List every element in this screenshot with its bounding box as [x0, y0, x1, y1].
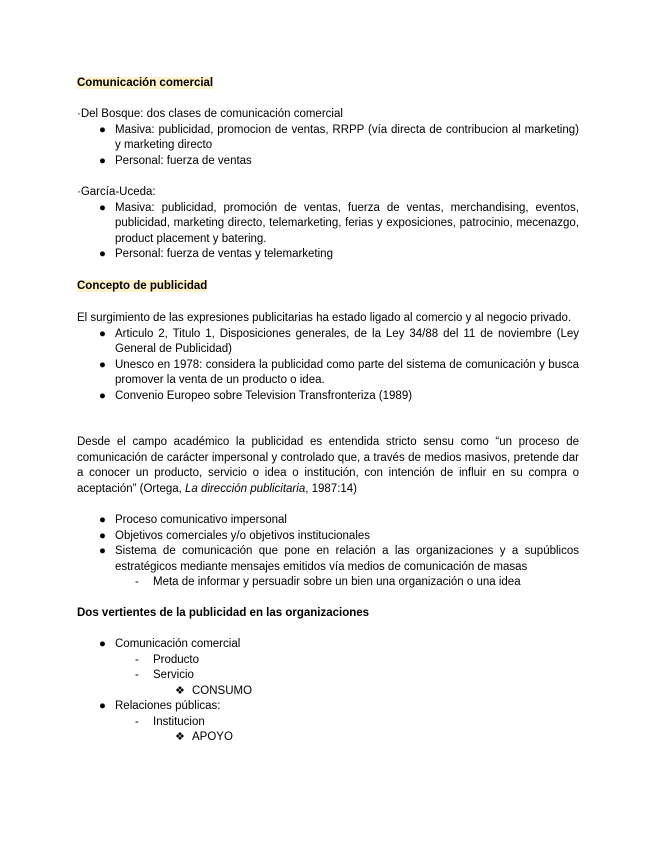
vertientes-tree [77, 637, 579, 746]
features-list [77, 513, 579, 591]
list-item: ● Articulo 2, Titulo 1, Disposiciones generales, de la Ley 34/88 del 11 de noviembre (Ley General de Publicidad) [99, 327, 579, 355]
sub-sub-list-item: ❖ CONSUMO [77, 684, 579, 700]
delbosque-block [77, 107, 579, 169]
section-title-dos-vertientes: Dos vertientes de la publicidad en las organizaciones [77, 607, 370, 619]
delbosque-list [77, 123, 579, 170]
bullet-icon: ● [99, 529, 106, 542]
bullet-icon: ● [99, 201, 106, 214]
bullet-icon: ● [99, 358, 106, 371]
delbosque-intro: ·Del Bosque: dos clases de comunicación comercial [77, 108, 343, 120]
list-item: ● Objetivos comerciales y/o objetivos institucionales [77, 529, 579, 545]
bullet-icon: ● [99, 327, 106, 340]
book-title: La dirección publicitaria [185, 482, 306, 495]
dash-icon: - [135, 669, 139, 681]
list-item: ● Masiva: publicidad, promocion de ventas, RRPP (vía directa de contribucion al marketing) y marketing directo [99, 123, 579, 151]
dash-icon: - [135, 576, 139, 588]
list-item: ● Personal: fuerza de ventas y telemarketing [77, 247, 579, 263]
concepto-block [77, 311, 579, 404]
sub-sub-list-item: ❖ APOYO [77, 730, 579, 746]
list-item: ● Sistema de comunicación que pone en relación a las organizaciones y a supúblicos estratégicos mediante mensajes emitidos vía medios de comunicación de masas [99, 545, 579, 573]
list-item: ● Unesco en 1978: considera la publicidad como parte del sistema de comunicación y busca promover la venta de un producto o idea. [99, 358, 579, 386]
section-title-comunicacion-comercial: Comunicación comercial [77, 77, 214, 89]
bullet-icon: ● [99, 700, 106, 712]
garcia-list [77, 201, 579, 263]
list-item: ● Convenio Europeo sobre Television Transfronteriza (1989) [77, 389, 579, 405]
sub-list-item: - Institucion [77, 715, 579, 731]
concepto-list [77, 327, 579, 405]
bullet-icon: ● [99, 514, 106, 526]
concepto-intro: El surgimiento de las expresiones publicitarias ha estado ligado al comercio y al negocio privado. [77, 312, 572, 324]
list-item: ● Proceso comunicativo impersonal [77, 513, 579, 529]
bullet-icon: ● [99, 638, 106, 650]
list-item: ● Masiva: publicidad, promoción de ventas, fuerza de ventas, merchandising, eventos, publicidad, marketing directo, telemarketing, ferias y exposiciones, patrocinio, mecenazgo, product placement y batering. [99, 201, 579, 245]
bullet-icon: ● [99, 123, 106, 136]
list-item: ● Relaciones públicas: [77, 699, 579, 715]
dash-icon: - [135, 653, 139, 666]
bullet-icon: ● [99, 389, 106, 402]
section-title-concepto-publicidad: Concepto de publicidad [77, 280, 208, 292]
diamond-bullet-icon: ❖ [175, 684, 185, 697]
bullet-icon: ● [99, 545, 106, 557]
list-item: ● Personal: fuerza de ventas [77, 154, 579, 170]
vertientes-list [77, 637, 579, 746]
definicion-paragraph: Desde el campo académico la publicidad es entendida stricto sensu como “un proceso de comunicación de carácter impersonal y controlado que, a través de medios masivos, pretende dar a conocer un producto, servicio o idea o institución, con intención de influir en su compra o aceptación” (Ortega, La dirección publicitaria, 1987:14) [77, 436, 579, 495]
features-block [77, 513, 579, 591]
sub-list-item: - Meta de informar y persuadir sobre un bien una organización o una idea [77, 575, 579, 591]
sub-list-item: - Servicio [77, 668, 579, 684]
garcia-intro: ·García-Uceda: [77, 186, 156, 198]
diamond-bullet-icon: ❖ [175, 731, 185, 743]
dash-icon: - [135, 715, 139, 728]
garcia-block [77, 185, 579, 263]
bullet-icon: ● [99, 248, 106, 260]
list-item: ● Comunicación comercial [77, 637, 579, 653]
sub-list-item: - Producto [77, 653, 579, 669]
bullet-icon: ● [99, 154, 106, 167]
